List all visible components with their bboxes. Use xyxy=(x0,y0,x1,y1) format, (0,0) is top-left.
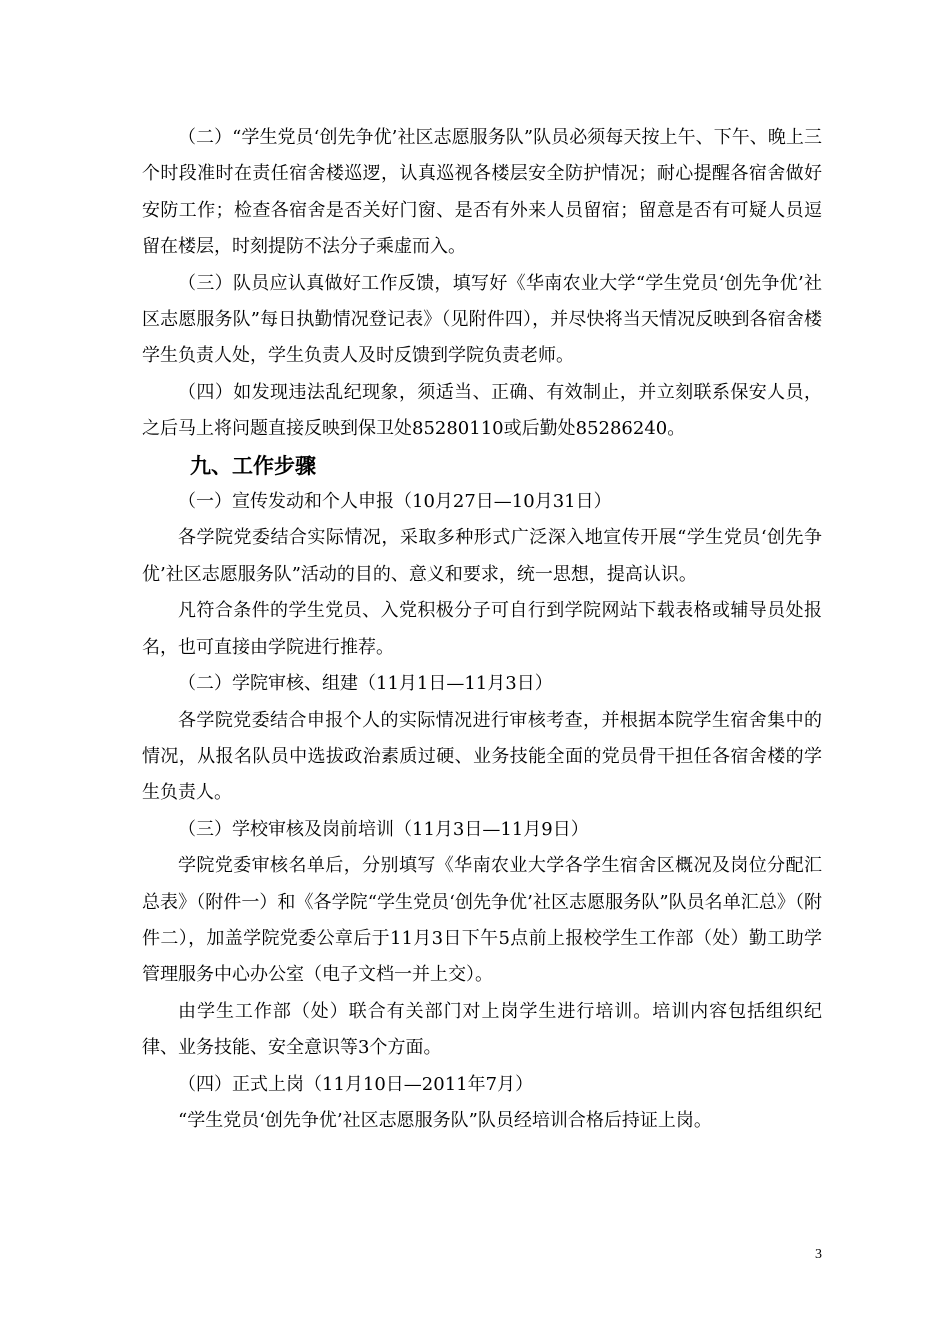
step-1-paragraph-1: 各学院党委结合实际情况，采取多种形式广泛深入地宣传开展“学生党员‘创先争优’社区志愿服务队”活动的目的、意义和要求，统一思想，提高认识。 xyxy=(142,527,822,585)
paragraph-feedback: （三）队员应认真做好工作反馈，填写好《华南农业大学“学生党员‘创先争优’社区志愿服务队”每日执勤情况登记表》（见附件四），并尽快将当天情况反映到各宿舍楼学生负责人处，学生负责人及时反馈到学院负责老师。 xyxy=(142,272,822,367)
step-2-paragraph: 各学院党委结合申报个人的实际情况进行审核考查，并根据本院学生宿舍集中的情况，从报名队员中选拔政治素质过硬、业务技能全面的党员骨干担任各宿舍楼的学生负责人。 xyxy=(142,709,822,804)
step-3-paragraph-1: 学院党委审核名单后，分别填写《华南农业大学各学生宿舍区概况及岗位分配汇总表》（附件一）和《各学院“学生党员‘创先争优’社区志愿服务队”队员名单汇总》（附件二），加盖学院党委公章后于11月3日下午5点前上报校学生工作部（处）勤工助学管理服务中心办公室（电子文档一并上交）。 xyxy=(142,855,822,986)
paragraph-patrol-duty: （二）“学生党员‘创先争优’社区志愿服务队”队员必须每天按上午、下午、晚上三个时段准时在责任宿舍楼巡逻，认真巡视各楼层安全防护情况；耐心提醒各宿舍做好安防工作；检查各宿舍是否关好门窗、是否有外来人员留宿；留意是否有可疑人员逗留在楼层，时刻提防不法分子乘虚而入。 xyxy=(142,127,822,258)
step-4-paragraph: “学生党员‘创先争优’社区志愿服务队”队员经培训合格后持证上岗。 xyxy=(178,1109,712,1131)
page-number: 3 xyxy=(815,1247,822,1262)
step-1-heading: （一）宣传发动和个人申报（10月27日—10月31日） xyxy=(178,491,612,513)
section-heading: 九、工作步骤 xyxy=(190,452,316,478)
step-3-paragraph-2: 由学生工作部（处）联合有关部门对上岗学生进行培训。培训内容包括组织纪律、业务技能、安全意识等3个方面。 xyxy=(142,1000,822,1059)
step-3-heading: （三）学校审核及岗前培训（11月3日—11月9日） xyxy=(178,818,589,840)
body-text xyxy=(142,120,822,1139)
step-2-heading: （二）学院审核、组建（11月1日—11月3日） xyxy=(178,673,553,695)
step-4-heading: （四）正式上岗（11月10日—2011年7月） xyxy=(178,1073,534,1095)
paragraph-violations: （四）如发现违法乱纪现象，须适当、正确、有效制止，并立刻联系保安人员，之后马上将问题直接反映到保卫处85280110或后勤处85286240。 xyxy=(142,381,822,440)
step-1-paragraph-2: 凡符合条件的学生党员、入党积极分子可自行到学院网站下载表格或辅导员处报名，也可直接由学院进行推荐。 xyxy=(142,600,822,658)
